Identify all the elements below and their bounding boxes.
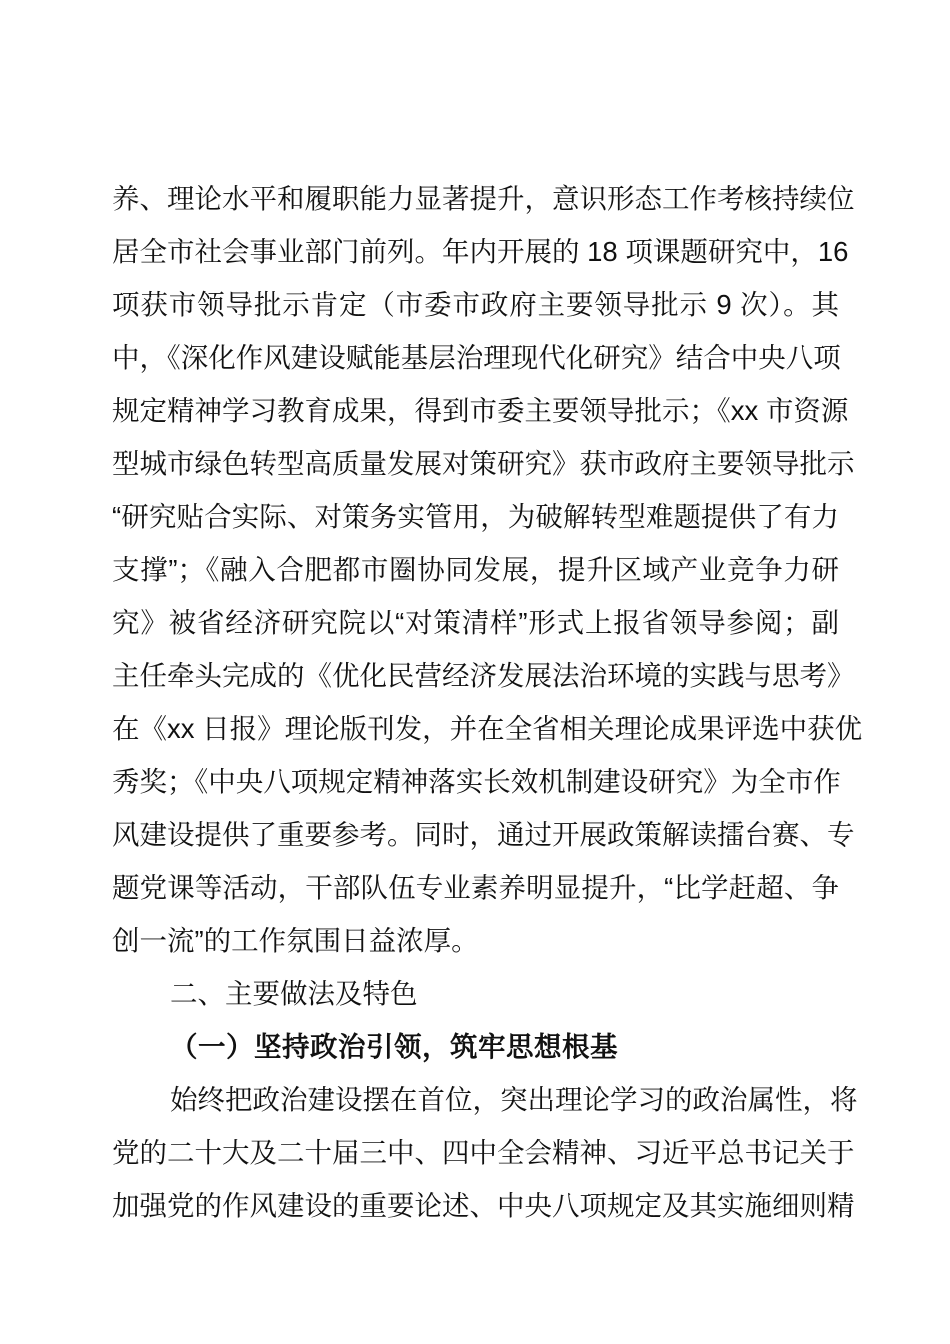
line-text: 型城市绿色转型高质量发展对策研究》获市政府主要领导批示 (112, 448, 855, 479)
line-text: 居全市社会事业部门前列。年内开展的 18 项课题研究中，16 (112, 236, 849, 267)
line-text: 始终把政治建设摆在首位，突出理论学习的政治属性，将 (170, 1084, 858, 1115)
line-text: 规定精神学习教育成果，得到市委主要领导批示；《xx 市资源 (112, 395, 849, 426)
section-heading: 二、主要做法及特色 (170, 978, 418, 1009)
line-text: 项获市领导批示肯定（市委市政府主要领导批示 9 次）。其 (112, 289, 839, 320)
line-text: 在《xx 日报》理论版刊发，并在全省相关理论成果评选中获优 (112, 713, 863, 744)
paragraph-line (112, 702, 863, 755)
line-text: 中，《深化作风建设赋能基层治理现代化研究》结合中央八项 (112, 342, 841, 373)
paragraph-line (112, 278, 839, 331)
line-text: 风建设提供了重要参考。同时，通过开展政策解读擂台赛、专 (112, 819, 855, 850)
paragraph-line (112, 649, 855, 702)
paragraph-line (112, 596, 839, 649)
line-text: 支撑”；《融入合肥都市圈协同发展，提升区域产业竞争力研 (112, 554, 839, 585)
paragraph-line: 创一流”的工作氛围日益浓厚。 (112, 925, 479, 956)
line-text: 加强党的作风建设的重要论述、中央八项规定及其实施细则精 (112, 1190, 855, 1221)
line-text: “研究贴合实际、对策务实管用，为破解转型难题提供了有力 (112, 501, 839, 532)
paragraph-line (112, 172, 855, 225)
paragraph-line (112, 1073, 858, 1126)
document-body-text (112, 172, 863, 1232)
paragraph-line (112, 331, 839, 384)
paragraph-line (112, 755, 839, 808)
line-text: 秀奖；《中央八项规定精神落实长效机制建设研究》为全市作 (112, 766, 841, 797)
paragraph-line (112, 861, 839, 914)
paragraph-line (112, 1179, 855, 1232)
paragraph-line (112, 808, 855, 861)
line-text: 党的二十大及二十届三中、四中全会精神、习近平总书记关于 (112, 1137, 855, 1168)
line-text: 主任牵头完成的《优化民营经济发展法治环境的实践与思考》 (112, 660, 855, 691)
subsection-heading: （一）坚持政治引领，筑牢思想根基 (170, 1031, 618, 1062)
paragraph-line (112, 225, 849, 278)
paragraph-line (112, 1126, 855, 1179)
line-text: 究》被省经济研究院以“对策清样”形式上报省领导参阅；副 (112, 607, 839, 638)
paragraph-line (112, 543, 839, 596)
line-text: 题党课等活动，干部队伍专业素养明显提升，“比学赶超、争 (112, 872, 839, 903)
line-text: 养、理论水平和履职能力显著提升，意识形态工作考核持续位 (112, 183, 855, 214)
paragraph-line (112, 384, 849, 437)
paragraph-line (112, 490, 839, 543)
paragraph-line (112, 437, 855, 490)
